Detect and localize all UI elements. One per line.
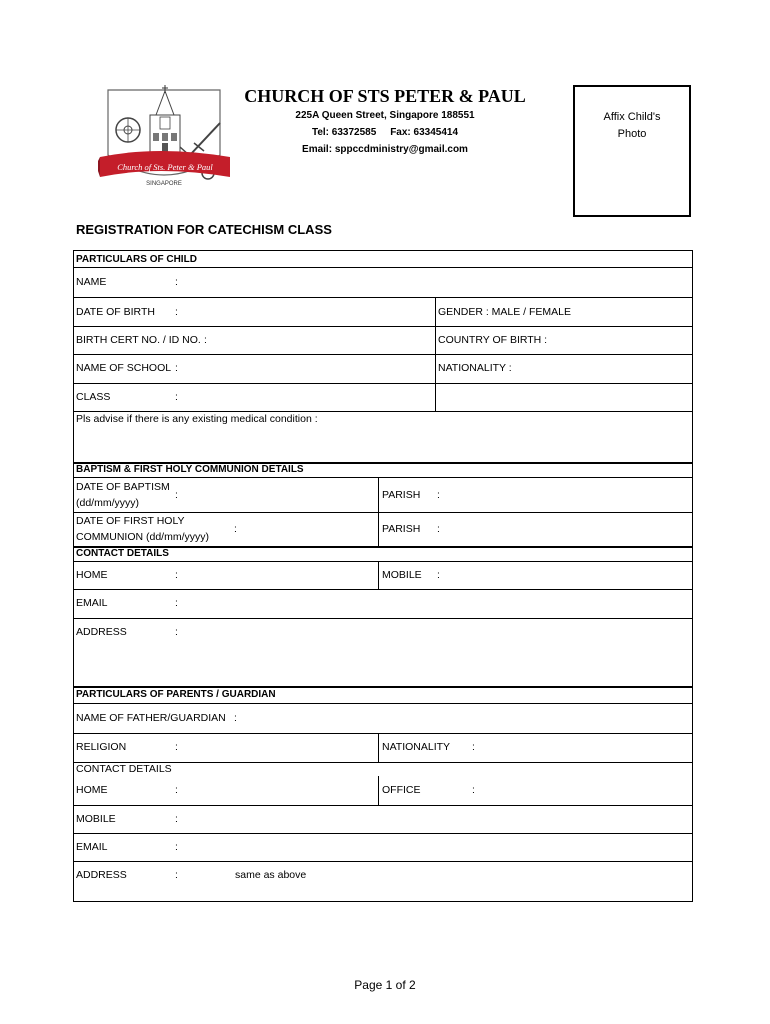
colon: : bbox=[175, 841, 178, 853]
row-divider bbox=[73, 589, 693, 590]
section-contact-header: CONTACT DETAILS bbox=[76, 548, 169, 559]
child-name-label: NAME bbox=[76, 276, 107, 288]
colon: : bbox=[175, 569, 178, 581]
colon: : bbox=[437, 523, 440, 535]
photo-box-line1: Affix Child's bbox=[603, 111, 661, 123]
column-divider bbox=[378, 477, 379, 546]
row-divider bbox=[73, 861, 693, 862]
parents-address-value: same as above bbox=[235, 869, 307, 881]
colon: : bbox=[437, 489, 440, 501]
page-number: Page 1 of 2 bbox=[354, 978, 416, 992]
column-divider bbox=[435, 297, 436, 411]
colon: : bbox=[175, 597, 178, 609]
column-divider bbox=[378, 776, 379, 805]
church-address: 225A Queen Street, Singapore 188551 bbox=[295, 110, 475, 121]
religion-label: RELIGION bbox=[76, 741, 127, 753]
contact-mobile-label: MOBILE bbox=[382, 569, 422, 581]
baptism-parish-label: PARISH bbox=[382, 489, 421, 501]
section-parents-header: PARTICULARS OF PARENTS / GUARDIAN bbox=[76, 689, 276, 700]
colon: : bbox=[175, 306, 178, 318]
section-divider bbox=[73, 686, 693, 688]
colon: : bbox=[175, 784, 178, 796]
communion-date-format: COMMUNION (dd/mm/yyyy) bbox=[76, 531, 209, 543]
child-school-label: NAME OF SCHOOL bbox=[76, 362, 172, 374]
parents-address-label: ADDRESS bbox=[76, 869, 127, 881]
child-gender-label: GENDER : MALE / FEMALE bbox=[438, 306, 572, 318]
parents-nationality-label: NATIONALITY bbox=[382, 741, 451, 753]
row-divider bbox=[73, 477, 693, 478]
colon: : bbox=[437, 569, 440, 581]
child-nationality-label: NATIONALITY : bbox=[438, 362, 512, 374]
row-divider bbox=[73, 618, 693, 619]
parents-mobile-label: MOBILE bbox=[76, 813, 116, 825]
communion-parish-label: PARISH bbox=[382, 523, 421, 535]
row-divider bbox=[73, 354, 693, 355]
baptism-date-label: DATE OF BAPTISM bbox=[76, 481, 170, 493]
photo-box bbox=[573, 85, 691, 217]
row-divider bbox=[73, 326, 693, 327]
row-divider bbox=[73, 297, 693, 298]
logo-country-text: SINGAPORE bbox=[146, 181, 182, 187]
contact-address-label: ADDRESS bbox=[76, 626, 127, 638]
colon: : bbox=[175, 391, 178, 403]
photo-box-line2: Photo bbox=[617, 128, 647, 140]
colon: : bbox=[175, 276, 178, 288]
communion-date-label: DATE OF FIRST HOLY bbox=[76, 515, 185, 527]
row-divider bbox=[73, 383, 693, 384]
colon: : bbox=[175, 362, 178, 374]
father-name-label: NAME OF FATHER/GUARDIAN bbox=[76, 712, 226, 724]
parents-contact-details-label: CONTACT DETAILS bbox=[76, 763, 172, 775]
church-name: CHURCH OF STS PETER & PAUL bbox=[244, 86, 526, 106]
section-child-header: PARTICULARS OF CHILD bbox=[76, 254, 197, 265]
church-email: Email: sppccdministry@gmail.com bbox=[302, 144, 468, 155]
row-divider bbox=[73, 733, 693, 734]
medical-condition-label: Pls advise if there is any existing medical condition : bbox=[76, 413, 318, 425]
colon: : bbox=[175, 489, 178, 501]
section-baptism-header: BAPTISM & FIRST HOLY COMMUNION DETAILS bbox=[76, 464, 304, 475]
church-fax: Fax: 63345414 bbox=[390, 127, 459, 138]
logo-banner-text: Church of Sts. Peter & Paul bbox=[117, 162, 213, 172]
row-divider bbox=[73, 703, 693, 704]
column-divider bbox=[378, 733, 379, 762]
church-phone-line bbox=[200, 127, 570, 138]
colon: : bbox=[175, 813, 178, 825]
document-title: REGISTRATION FOR CATECHISM CLASS bbox=[76, 222, 332, 237]
row-divider bbox=[73, 411, 693, 412]
colon: : bbox=[204, 334, 207, 346]
colon: : bbox=[234, 712, 237, 724]
row-divider bbox=[73, 512, 693, 513]
contact-email-label: EMAIL bbox=[76, 597, 108, 609]
child-class-label: CLASS bbox=[76, 391, 111, 403]
parents-email-label: EMAIL bbox=[76, 841, 108, 853]
column-divider bbox=[378, 561, 379, 589]
row-divider bbox=[73, 805, 693, 806]
colon: : bbox=[175, 741, 178, 753]
child-birth-cert-label: BIRTH CERT NO. / ID NO. bbox=[76, 334, 201, 346]
colon: : bbox=[234, 523, 237, 535]
row-divider bbox=[73, 833, 693, 834]
child-country-of-birth-label: COUNTRY OF BIRTH : bbox=[438, 334, 548, 346]
colon: : bbox=[175, 869, 178, 881]
row-divider bbox=[73, 561, 693, 562]
colon: : bbox=[472, 784, 475, 796]
colon: : bbox=[175, 626, 178, 638]
child-dob-label: DATE OF BIRTH bbox=[76, 306, 155, 318]
colon: : bbox=[472, 741, 475, 753]
parents-office-label: OFFICE bbox=[382, 784, 421, 796]
church-tel: Tel: 63372585 bbox=[311, 127, 377, 138]
row-divider bbox=[73, 267, 693, 268]
parents-home-label: HOME bbox=[76, 784, 108, 796]
baptism-date-format: (dd/mm/yyyy) bbox=[76, 497, 139, 509]
contact-home-label: HOME bbox=[76, 569, 108, 581]
